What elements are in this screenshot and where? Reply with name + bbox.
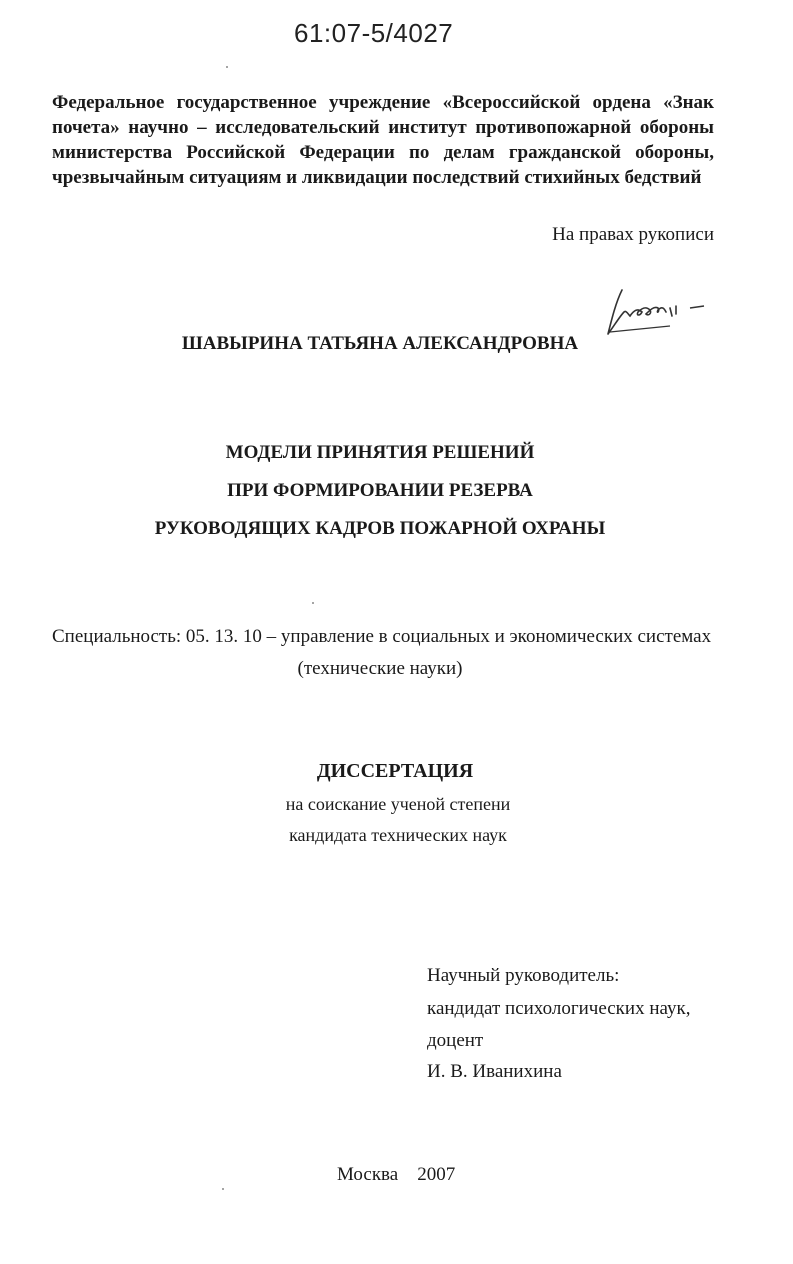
scan-speck bbox=[226, 66, 228, 68]
degree-line: кандидата технических наук bbox=[289, 825, 507, 845]
institution-line: Федеральное государственное учреждение «Всероссийской ордена «Знак bbox=[52, 92, 714, 113]
supervisor-line: доцент bbox=[427, 1030, 484, 1051]
scan-speck bbox=[222, 1188, 224, 1190]
institution-name bbox=[52, 90, 714, 190]
specialty-note: (технические науки) bbox=[297, 658, 463, 679]
scan-speck bbox=[312, 602, 314, 604]
institution-line: чрезвычайным ситуациям и ликвидации последствий стихийных бедствий bbox=[52, 167, 702, 188]
city-year: Москва 2007 bbox=[337, 1164, 456, 1185]
supervisor-line: кандидат психологических наук, bbox=[427, 998, 691, 1019]
supervisor-line: Научный руководитель: bbox=[427, 965, 620, 986]
title-line: РУКОВОДЯЩИХ КАДРОВ ПОЖАРНОЙ ОХРАНЫ bbox=[154, 518, 606, 539]
author-name: ШАВЫРИНА ТАТЬЯНА АЛЕКСАНДРОВНА bbox=[181, 333, 579, 354]
manuscript-rights-note: На правах рукописи bbox=[552, 224, 714, 245]
institution-line: почета» научно – исследовательский институт противопожарной обороны bbox=[52, 117, 714, 138]
archive-stamp-number: 61:07-5/4027 bbox=[294, 18, 454, 48]
institution-line: министерства Российской Федерации по делам гражданской обороны, bbox=[52, 142, 714, 163]
specialty-line: Специальность: 05. 13. 10 – управление в социальных и экономических системах bbox=[52, 626, 712, 647]
title-line: МОДЕЛИ ПРИНЯТИЯ РЕШЕНИЙ bbox=[225, 442, 535, 463]
degree-line: на соискание ученой степени bbox=[285, 794, 511, 814]
supervisor-line: И. В. Иванихина bbox=[427, 1061, 562, 1082]
document-type: ДИССЕРТАЦИЯ bbox=[316, 760, 474, 782]
title-line: ПРИ ФОРМИРОВАНИИ РЕЗЕРВА bbox=[227, 480, 533, 501]
